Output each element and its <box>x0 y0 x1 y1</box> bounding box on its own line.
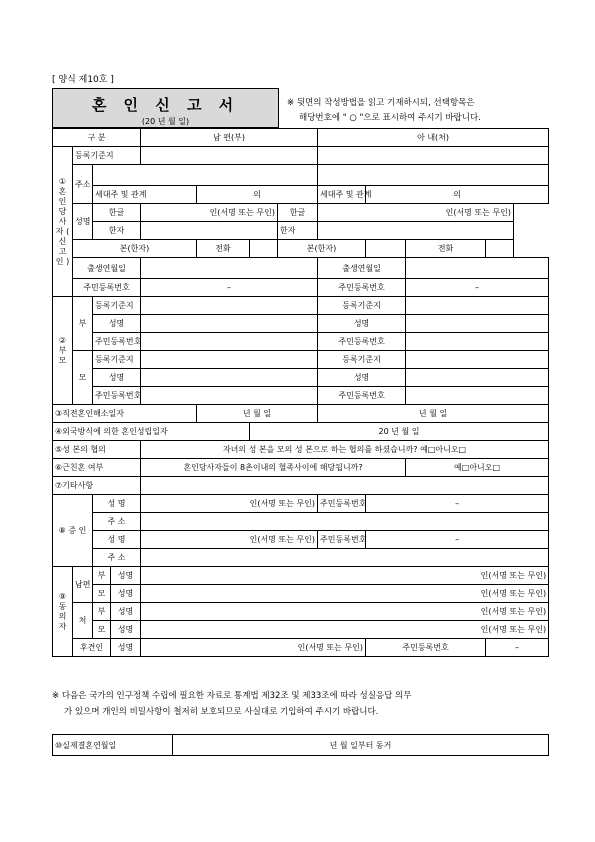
mother-label: 모 <box>73 351 93 405</box>
instruction-line-2: 해당번호에 " ○ "으로 표시하여 주시기 바랍니다. <box>299 113 481 123</box>
husband-hanja-label: 한자 <box>93 222 141 240</box>
husband-mother-consent-name-label: 성명 <box>111 585 141 603</box>
instruction-note <box>287 96 549 126</box>
wife-father-rrn-label: 주민등록번호 <box>318 333 406 351</box>
statistics-notice-line-1: ※ 다음은 국가의 인구정책 수립에 필요한 자료로 통계법 제32조 및 제33조에 따라 성실응답 의무 <box>52 691 412 701</box>
statistics-notice-line-2: 가 있으며 개인의 비밀사항이 철저히 보호되므로 사실대로 기입하여 주시기 바랍니다. <box>64 707 379 717</box>
husband-father-rrn-label: 주민등록번호 <box>93 333 141 351</box>
wife-birth-label: 출생연월일 <box>318 258 406 279</box>
section-9-label: ⑨ 동 의 자 <box>53 567 73 657</box>
witness2-name-field[interactable]: 인(서명 또는 무인) <box>141 531 318 549</box>
consanguinity-answer[interactable]: 예□아니오□ <box>406 459 549 477</box>
wife-mother-name-field[interactable] <box>406 369 549 387</box>
husband-registry-base-field[interactable] <box>141 147 318 165</box>
wife-mother-consent-name-label: 성명 <box>111 621 141 639</box>
husband-father-consent-name-label: 성명 <box>111 567 141 585</box>
wife-father-consent-label: 부 <box>93 603 111 621</box>
witness1-name-field[interactable]: 인(서명 또는 무인) <box>141 495 318 513</box>
section-5-label: ⑤성 본의 협의 <box>53 441 141 459</box>
husband-birth-label: 출생연월일 <box>73 258 141 279</box>
husband-phone-label: 전화 <box>197 240 250 258</box>
wife-father-name-label: 성명 <box>318 315 406 333</box>
actual-marriage-date-table <box>52 734 549 756</box>
instruction-line-1: ※ 뒷면의 작성방법을 읽고 기재하시되, 선택항목은 <box>287 98 475 108</box>
wife-hangul-label: 한글 <box>278 204 318 222</box>
husband-mother-consent-field[interactable]: 인(서명 또는 무인) <box>141 585 549 603</box>
submission-date[interactable]: (20 년 월 일) <box>141 117 190 126</box>
header-category: 구 분 <box>53 129 141 147</box>
husband-household-head-field[interactable]: 의 <box>197 186 318 204</box>
husband-origin-label: 본(한자) <box>73 240 197 258</box>
husband-mother-name-field[interactable] <box>141 369 318 387</box>
wife-father-rrn-field[interactable] <box>406 333 549 351</box>
section-3-label: ③직전혼인해소일자 <box>53 405 197 423</box>
wife-origin-field[interactable] <box>366 240 406 258</box>
husband-registry-base-label: 등록기준지 <box>73 147 141 165</box>
wife-mother-name-label: 성명 <box>318 369 406 387</box>
surname-agreement-question[interactable]: 자녀의 성 본을 모의 성 본으로 하는 협의를 하셨습니까? 예□아니오□ <box>141 441 549 459</box>
address-label: 주소 <box>73 165 93 204</box>
witness1-rrn-field[interactable]: – <box>366 495 549 513</box>
wife-hanja-label: 한자 <box>278 222 318 240</box>
husband-phone-field[interactable] <box>250 240 278 258</box>
section-4-label: ④외국방식에 의한 혼인성립일자 <box>53 423 250 441</box>
witness1-address-field[interactable] <box>141 513 549 531</box>
wife-rrn-field[interactable]: – <box>406 279 549 297</box>
wife-mother-consent-field[interactable]: 인(서명 또는 무인) <box>141 621 549 639</box>
witness1-rrn-label: 주민등록번호 <box>318 495 366 513</box>
actual-marriage-date-field[interactable]: 년 월 일부터 동거 <box>173 735 549 756</box>
husband-father-consent-field[interactable]: 인(서명 또는 무인) <box>141 567 549 585</box>
husband-address-field[interactable] <box>93 165 318 186</box>
name-label: 성명 <box>73 204 93 240</box>
consent-husband-label: 남편 <box>73 567 93 603</box>
statistics-notice <box>52 688 548 720</box>
foreign-marriage-date-field[interactable]: 20 년 월 일 <box>250 423 549 441</box>
wife-origin-label: 본(한자) <box>278 240 366 258</box>
form-number-label: [ 양식 제10호 ] <box>52 75 114 85</box>
witness2-rrn-field[interactable]: – <box>366 531 549 549</box>
husband-rrn-field[interactable]: – <box>141 279 318 297</box>
wife-father-consent-field[interactable]: 인(서명 또는 무인) <box>141 603 549 621</box>
husband-father-registry-field[interactable] <box>141 297 318 315</box>
section-1-label: ① 혼 인 당 사 자 ( 신 고 인 ) <box>53 147 73 297</box>
header-husband: 남 편(부) <box>141 129 318 147</box>
section-2-label: ② 부 모 <box>53 297 73 405</box>
wife-registry-base-field[interactable] <box>318 147 549 165</box>
wife-address-field[interactable] <box>318 165 549 186</box>
form-title: 혼 인 신 고 서 <box>91 96 240 114</box>
wife-mother-rrn-label: 주민등록번호 <box>318 387 406 405</box>
section-7-label: ⑦기타사항 <box>53 477 141 495</box>
husband-mother-rrn-label: 주민등록번호 <box>93 387 141 405</box>
wife-father-registry-label: 등록기준지 <box>318 297 406 315</box>
section-6-label: ⑥근친혼 여부 <box>53 459 141 477</box>
husband-hangul-name-field[interactable]: 인(서명 또는 무인) <box>141 204 278 222</box>
husband-father-name-label: 성명 <box>93 315 141 333</box>
husband-dissolution-date-field[interactable]: 년 월 일 <box>197 405 318 423</box>
father-label: 부 <box>73 297 93 351</box>
wife-hangul-name-field[interactable]: 인(서명 또는 무인) <box>318 204 514 222</box>
husband-mother-consent-label: 모 <box>93 585 111 603</box>
husband-mother-name-label: 성명 <box>93 369 141 387</box>
wife-birth-field[interactable] <box>406 258 549 279</box>
wife-dissolution-date-field[interactable]: 년 월 일 <box>318 405 549 423</box>
wife-household-head-field[interactable]: 의 <box>366 186 549 204</box>
wife-father-name-field[interactable] <box>406 315 549 333</box>
consent-wife-label: 처 <box>73 603 93 639</box>
section-8-label: ⑧ 증 인 <box>53 495 93 567</box>
wife-father-registry-field[interactable] <box>406 297 549 315</box>
witness2-address-label: 주 소 <box>93 549 141 567</box>
husband-father-consent-label: 부 <box>93 567 111 585</box>
husband-father-rrn-field[interactable] <box>141 333 318 351</box>
husband-household-head-label: 세대주 및 관계 <box>93 186 197 204</box>
guardian-name-field[interactable]: 인(서명 또는 무인) <box>141 639 366 657</box>
witness1-address-label: 주 소 <box>93 513 141 531</box>
husband-hanja-name-field[interactable] <box>141 222 278 240</box>
husband-rrn-label: 주민등록번호 <box>73 279 141 297</box>
wife-mother-registry-field[interactable] <box>406 351 549 369</box>
witness2-name-label: 성 명 <box>93 531 141 549</box>
wife-mother-consent-label: 모 <box>93 621 111 639</box>
consanguinity-question: 혼인당사자들이 8촌이내의 혈족사이에 해당됩니까? <box>141 459 406 477</box>
guardian-name-label: 성명 <box>111 639 141 657</box>
wife-mother-rrn-field[interactable] <box>406 387 549 405</box>
husband-father-name-field[interactable] <box>141 315 318 333</box>
witness2-address-field[interactable] <box>141 549 549 567</box>
wife-rrn-label: 주민등록번호 <box>318 279 406 297</box>
other-matters-field[interactable] <box>141 477 549 495</box>
husband-hangul-label: 한글 <box>93 204 141 222</box>
wife-phone-field[interactable] <box>486 240 514 258</box>
wife-hanja-name-field[interactable] <box>318 222 514 240</box>
witness1-name-label: 성 명 <box>93 495 141 513</box>
witness2-rrn-label: 주민등록번호 <box>318 531 366 549</box>
guardian-label: 후견인 <box>73 639 111 657</box>
wife-phone-label: 전화 <box>406 240 486 258</box>
wife-father-consent-name-label: 성명 <box>111 603 141 621</box>
section-10-label: ⑩실제결혼연월일 <box>53 735 173 756</box>
wife-household-head-label: 세대주 및 관계 <box>318 186 366 204</box>
husband-mother-registry-label: 등록기준지 <box>93 351 141 369</box>
husband-mother-rrn-field[interactable] <box>141 387 318 405</box>
marriage-report-table <box>52 128 549 657</box>
guardian-rrn-label: 주민등록번호 <box>366 639 486 657</box>
title-box <box>52 88 279 128</box>
guardian-rrn-field[interactable]: – <box>486 639 549 657</box>
husband-father-registry-label: 등록기준지 <box>93 297 141 315</box>
wife-mother-registry-label: 등록기준지 <box>318 351 406 369</box>
husband-mother-registry-field[interactable] <box>141 351 318 369</box>
header-wife: 아 내(처) <box>318 129 549 147</box>
husband-birth-field[interactable] <box>141 258 318 279</box>
